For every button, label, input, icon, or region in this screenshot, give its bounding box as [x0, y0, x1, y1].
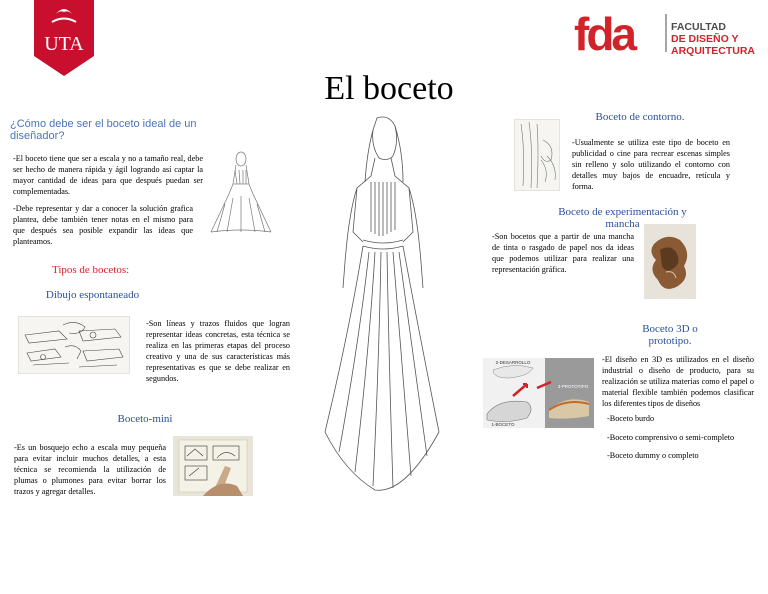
spontaneous-sketch-image	[18, 316, 130, 374]
ink-stain-image	[644, 224, 696, 299]
mini-sketch-heading: Boceto-mini	[117, 413, 173, 425]
prototype-stages-image	[483, 358, 594, 428]
prototype-list-item-3: -Boceto dummy o completo	[607, 451, 699, 460]
sketch-types-heading: Tipos de bocetos:	[52, 264, 130, 276]
spontaneous-drawing-text: -Son líneas y trazos fluidos que logran representar ideas concretas, esta técnica se realiza en las primeras etapas del proceso creativo y una de sus características más representativas es que se debe realizar en segundos.	[146, 319, 290, 383]
uta-logo-text: UTA	[44, 33, 84, 55]
ideal-sketch-question: ¿Cómo debe ser el boceto ideal de un diseñador?	[10, 118, 197, 142]
fda-logo-mark: fda	[574, 8, 634, 58]
prototype-3d-text: -El diseño en 3D es utilizados en el diseño industrial o diseño de producto, para su realización se utiliza materias como el papel o material flexible también podemos clasificar los diferentes tipos de diseños	[602, 355, 754, 408]
fda-logo	[574, 6, 764, 58]
prototype-label-sketch: 1-BOCETO	[491, 422, 515, 427]
experimentation-sketch-heading: Boceto de experimentación y mancha	[558, 206, 687, 230]
ideal-sketch-text-1: -El boceto tiene que ser a escala y no a tamaño real, debe ser hecho de manera rápida y ágil logrando así captar la mayor cantidad de ideas para que después puedan ser complementadas.	[13, 154, 203, 196]
prototype-3d-heading: Boceto 3D o prototipo.	[642, 323, 698, 347]
prototype-label-prototype: 3-PROTOTIPO	[557, 384, 589, 389]
dress-sketch-illustration	[315, 112, 445, 502]
fda-logo-line3: ARQUITECTURA	[671, 45, 755, 57]
experimentation-sketch-text: -Son bocetos que a partir de una mancha de tinta o rasgado de papel nos da ideas que podemos utilizar para realizar una representación gráfica.	[492, 232, 634, 274]
mini-sketch-photo	[173, 436, 253, 496]
mini-sketch-text: -Es un bosquejo echo a escala muy pequeña para evitar incluir muchos detalles, a esta técnica se recomienda la utilización de plumas o plumones para evitar borrar los trazos y agregar detalles.	[14, 443, 166, 496]
ideal-sketch-text-2: -Debe representar y dar a conocer la solución grafica plantea, debe también tener notas en el mismo para que después sea posible expandir las ideas que planteamos.	[13, 204, 193, 246]
contour-sketch-text: -Usualmente se utiliza este tipo de boceto en publicidad o cine para recrear escenas simples sin relleno y solo utilizando el contorno con detalles muy bajos de encuadre, retícula y forma.	[572, 138, 730, 191]
small-dress-sketch	[205, 150, 275, 234]
contour-sketch-heading: Boceto de contorno.	[595, 111, 685, 123]
prototype-list-item-2: -Boceto comprensivo o semi-completo	[607, 433, 735, 442]
uta-logo	[34, 0, 94, 76]
page-title: El boceto	[324, 70, 454, 107]
fda-logo-line1: FACULTAD	[671, 21, 727, 33]
fda-logo-line2: DE DISEÑO Y	[671, 33, 739, 45]
contour-sketch-image	[514, 119, 560, 191]
prototype-list-item-1: -Boceto burdo	[607, 414, 655, 423]
spontaneous-drawing-heading: Dibujo espontaneado	[45, 289, 140, 301]
prototype-label-development: 2-DESARROLLO	[495, 360, 531, 365]
